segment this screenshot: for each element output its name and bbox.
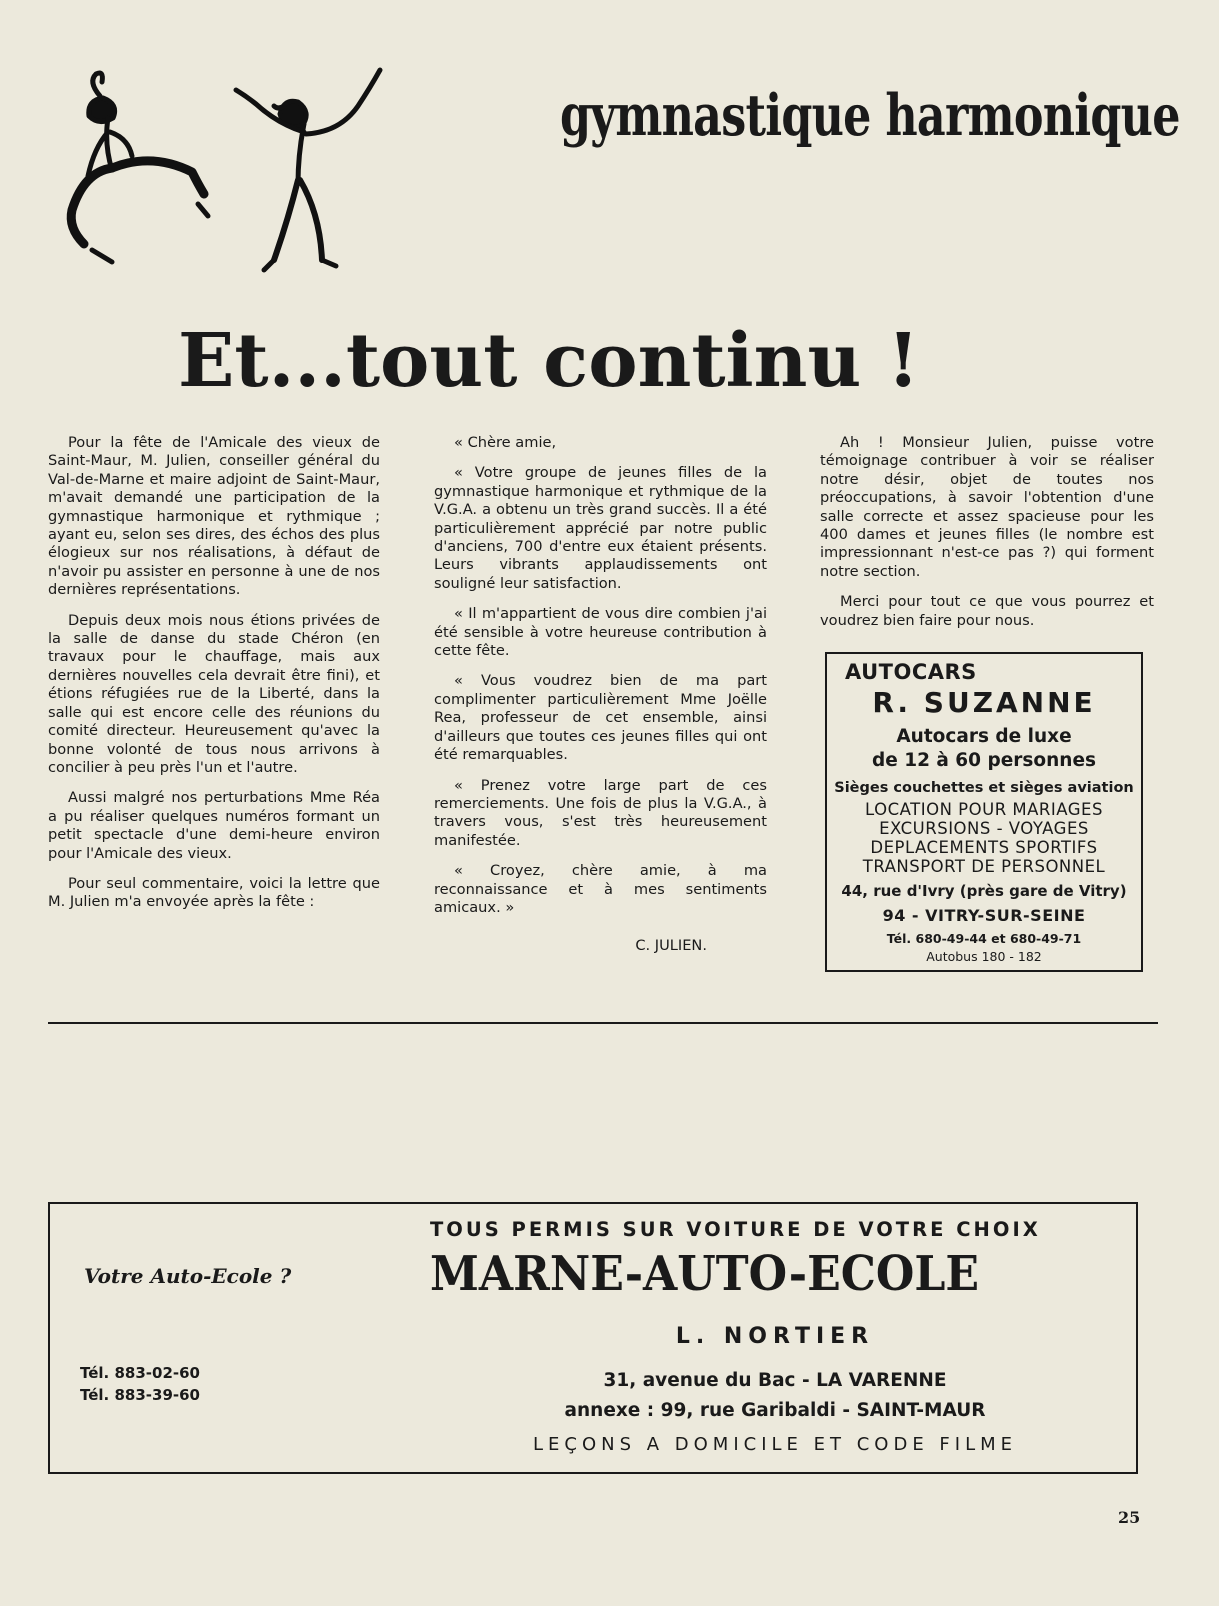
ad-phone: Tél. 883-39-60 [80, 1386, 200, 1404]
article-headline: Et...tout continu ! [178, 318, 920, 404]
ad-school-name: MARNE-AUTO-ECOLE [430, 1246, 980, 1302]
ad-service-item: DEPLACEMENTS SPORTIFS [870, 838, 1098, 857]
ad-tagline: Votre Auto-Ecole ? [84, 1264, 292, 1288]
ad-headline: TOUS PERMIS SUR VOITURE DE VOTRE CHOIX [430, 1218, 1041, 1241]
ad-footer: LEÇONS A DOMICILE ET CODE FILME [532, 1434, 1018, 1455]
ad-phone: Tél. 883-02-60 [80, 1364, 200, 1382]
ad-bus: Autobus 180 - 182 [926, 949, 1042, 964]
paragraph: « Croyez, chère amie, à ma reconnaissance et à mes sentiments amicaux. » [434, 862, 767, 916]
ad-address: 31, avenue du Bac - LA VARENNE [603, 1370, 947, 1391]
article-column-2 [434, 434, 767, 968]
ad-owner: L. NORTIER [675, 1324, 875, 1349]
paragraph: Aussi malgré nos perturbations Mme Réa a pu réaliser quelques numéros formant un petit spectacle d'une demi-heure environ pour l'Amicale des vieux. [48, 789, 380, 862]
dancing-figures-illustration [48, 56, 388, 296]
ad-brand: AUTOCARS [845, 660, 977, 684]
article-column-3 [820, 434, 1154, 642]
ad-seats: Sièges couchettes et sièges aviation [834, 780, 1134, 796]
paragraph: Ah ! Monsieur Julien, puisse votre témoignage contribuer à voir se réaliser notre désir, objet de toutes nos préoccupations, à savoir l'obtention d'une salle correcte et assez spacieuse pour les 400 dames et jeunes filles (le nombre est impressionnant n'est-ce pas ?) qui forment notre section. [820, 434, 1154, 580]
ad-address-annex: annexe : 99, rue Garibaldi - SAINT-MAUR [564, 1400, 986, 1421]
ad-service-item: LOCATION POUR MARIAGES [865, 800, 1103, 819]
driving-school-advertisement [48, 1202, 1138, 1474]
letter-salutation: « Chère amie, [454, 434, 557, 451]
ad-service-item: EXCURSIONS - VOYAGES [879, 819, 1089, 838]
section-title: gymnastique harmonique [560, 82, 1180, 149]
ad-address: 44, rue d'Ivry (près gare de Vitry) [841, 882, 1127, 900]
paragraph: « Votre groupe de jeunes filles de la gymnastique harmonique et rythmique de la V.G.A. a obtenu un très grand succès. Il a été particulièrement apprécié par notre public d'anciens, 700 d'entre eux étaient présents. Leurs vibrants applaudissements ont souligné leur satisfaction. [434, 464, 767, 592]
ad-service-item: TRANSPORT DE PERSONNEL [862, 857, 1106, 876]
ad-city: 94 - VITRY-SUR-SEINE [882, 906, 1086, 925]
paragraph: Pour la fête de l'Amicale des vieux de Saint-Maur, M. Julien, conseiller général du Val-de-Marne et maire adjoint de Saint-Maur, m'avait demandé une participation de la gymnastique harmonique et rythmique ; ayant eu, selon ses dires, des échos des plus élogieux sur nos réalisations, à défaut de n'avoir pu assister en personne à une de nos dernières représentations. [48, 434, 380, 599]
ad-phone: Tél. 680-49-44 et 680-49-71 [886, 931, 1082, 946]
paragraph: Merci pour tout ce que vous pourrez et voudrez bien faire pour nous. [820, 593, 1154, 629]
page-number: 25 [1118, 1508, 1141, 1527]
ad-subtitle: de 12 à 60 personnes [871, 750, 1097, 771]
article-column-1 [48, 434, 380, 924]
ad-company-name: R. SUZANNE [872, 686, 1096, 719]
horizontal-divider [48, 1022, 1158, 1024]
autocars-advertisement [825, 652, 1143, 972]
letter-signature: C. JULIEN. [635, 937, 707, 955]
paragraph: Depuis deux mois nous étions privées de la salle de danse du stade Chéron (en travaux pour le chauffage, mais aux dernières nouvelles cela devrait être fini), et étions réfugiées rue de la Liberté, dans la salle qui est encore celle des réunions du comité directeur. Heureusement qu'avec la bonne volonté de tous nous arrivons à concilier à peu près l'un et l'autre. [48, 611, 380, 776]
paragraph: « Prenez votre large part de ces remerciements. Une fois de plus la V.G.A., à travers vous, s'est très heureusement manifestée. [434, 776, 767, 849]
ad-subtitle: Autocars de luxe [896, 726, 1072, 747]
paragraph: « Vous voudrez bien de ma part complimenter particulièrement Mme Joëlle Rea, professeur de cet ensemble, ainsi d'ailleurs que toutes ces jeunes filles qui ont été remarquables. [434, 672, 767, 764]
paragraph: « Il m'appartient de vous dire combien j'ai été sensible à votre heureuse contribution à cette fête. [434, 605, 767, 660]
paragraph: Pour seul commentaire, voici la lettre que M. Julien m'a envoyée après la fête : [48, 874, 380, 911]
